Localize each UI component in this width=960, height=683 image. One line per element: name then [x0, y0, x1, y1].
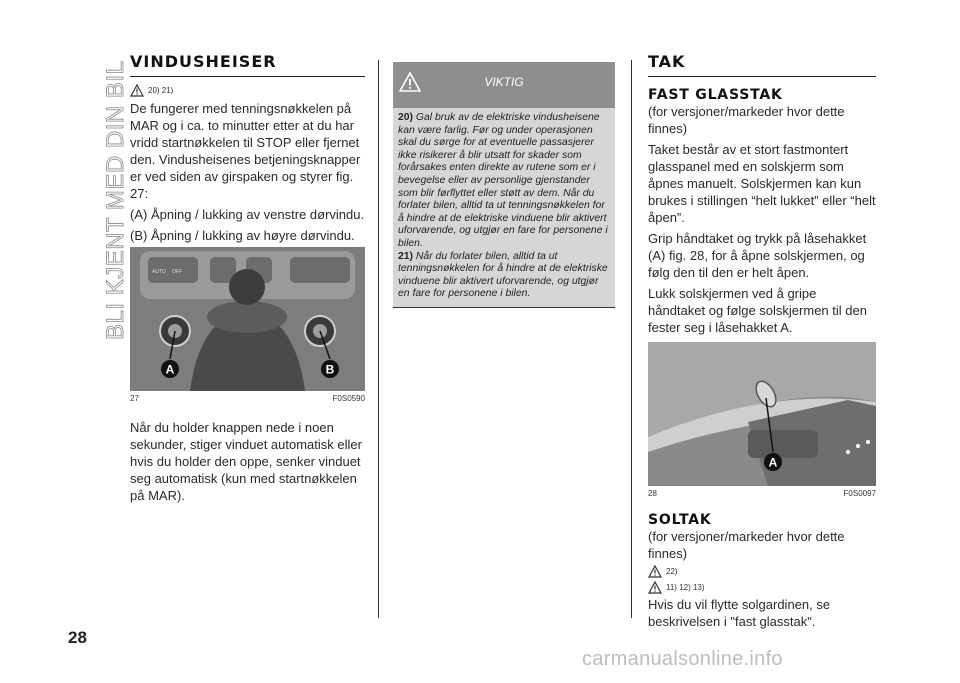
chapter-side-tab [70, 45, 129, 345]
figure-label-a: A [165, 362, 175, 377]
important-box-header [393, 62, 615, 108]
important-item [398, 112, 610, 251]
column-windows [130, 52, 365, 504]
warning-refs-text: 11) 12) 13) [666, 582, 705, 592]
window-switch-illustration [130, 247, 365, 391]
warning-triangle-icon [648, 565, 662, 578]
warning-triangle-icon [130, 84, 144, 97]
watermark: carmanualsonline.info [582, 648, 783, 670]
column-divider-left [378, 60, 379, 618]
page-number: 28 [68, 628, 87, 647]
caution-triangle-icon [648, 581, 662, 594]
panel-off-label: OFF [172, 269, 182, 275]
figure-code: F0S0590 [332, 394, 365, 403]
figure-caption [130, 394, 365, 403]
important-item-number: 20) [398, 112, 414, 123]
paragraph: De fungerer med tenningsnøkkelen på MAR og i ca. to minutter etter at du har vridd startnøkkelen til STOP eller fjernet den. Vindusheisenes betjeningsknapper er ved siden av girspaken og styrer fig. 27: [130, 101, 361, 201]
paragraph: Hvis du vil flytte solgardinen, se beskrivelsen i "fast glasstak". [648, 597, 831, 629]
warning-reference [648, 564, 876, 578]
important-item-number: 21) [398, 250, 414, 262]
subsection-title-soltak: SOLTAK [648, 512, 712, 528]
important-box-body [393, 108, 615, 308]
warning-refs-text: 20) 21) [148, 85, 174, 95]
figure-28-glass-roof [648, 342, 876, 486]
figure-label-b: B [325, 362, 335, 377]
important-item-text: Gal bruk av de elektriske vindusheisene kan være farlig. Før og under operasjonen skal du sørge for at eventuelle passasjerer ikke risikerer å blir utsatt for skader som forårsakes enten direkte av rutene som er i bevegelse eller av personlige gjenstander som blir førflyttet eller støtt av dem. Når du forlater bilen, alltid ta ut tenningsnøkkelen for å hindre at de elektriske vinduene blir aktivert uforvarende, og utgjør en fare for personene i bilen. [398, 112, 608, 249]
paragraph: (for versjoner/markeder hvor dette finnes) [648, 104, 845, 136]
column-important [393, 62, 615, 308]
important-item-text: Når du forlater bilen, alltid ta ut tenningsnøkkelen for å hindre at de elektriske vinduene blir aktivert uforvarende, og utgjør en fare for personene i bilen. [398, 250, 608, 300]
chapter-side-tab-text: BLI KJENT MED DIN BIL [102, 60, 129, 340]
important-item [398, 251, 610, 301]
section-title-tak: TAK [648, 52, 876, 77]
paragraph: Grip håndtaket og trykk på låsehakket (A) fig. 28, for å åpne solskjermen, og følg den til den er helt åpen. [648, 231, 867, 280]
important-title: VIKTIG [484, 75, 524, 89]
paragraph: Lukk solskjermen ved å gripe håndtaket og følge solskjermen til den fester seg i låsehakket A. [648, 286, 867, 335]
figure-label-a: A [768, 455, 778, 470]
paragraph: Taket består av et stort fastmontert glasspanel med en solskjerm som åpnes manuelt. Solskjermen kan kun brukes i stillingen “helt lukket” eller “helt åpen”. [648, 142, 876, 225]
warning-reference [130, 83, 365, 97]
figure-27-window-switches [130, 247, 365, 391]
figure-code: F0S0097 [843, 489, 876, 498]
panel-auto-label: AUTO [152, 269, 166, 275]
column-roof [648, 52, 876, 630]
figure-caption [648, 489, 876, 498]
subsection-title-fast-glasstak: FAST GLASSTAK [648, 87, 783, 103]
paragraph: (for versjoner/markeder hvor dette finnes) [648, 529, 845, 561]
figure-number: 28 [648, 489, 657, 498]
section-title-vindusheiser: VINDUSHEISER [130, 52, 365, 77]
column-divider-right [631, 60, 632, 618]
paragraph: (A) Åpning / lukking av venstre dørvindu. [130, 207, 365, 222]
paragraph: Når du holder knappen nede i noen sekunder, stiger vinduet automatisk eller hvis du holder den oppe, senker vinduet seg automatisk (kun med startnøkkelen på MAR). [130, 420, 362, 503]
glass-roof-illustration [648, 342, 876, 486]
figure-number: 27 [130, 394, 139, 403]
caution-reference [648, 580, 876, 594]
warning-refs-text: 22) [666, 566, 678, 576]
paragraph: (B) Åpning / lukking av høyre dørvindu. [130, 228, 355, 243]
